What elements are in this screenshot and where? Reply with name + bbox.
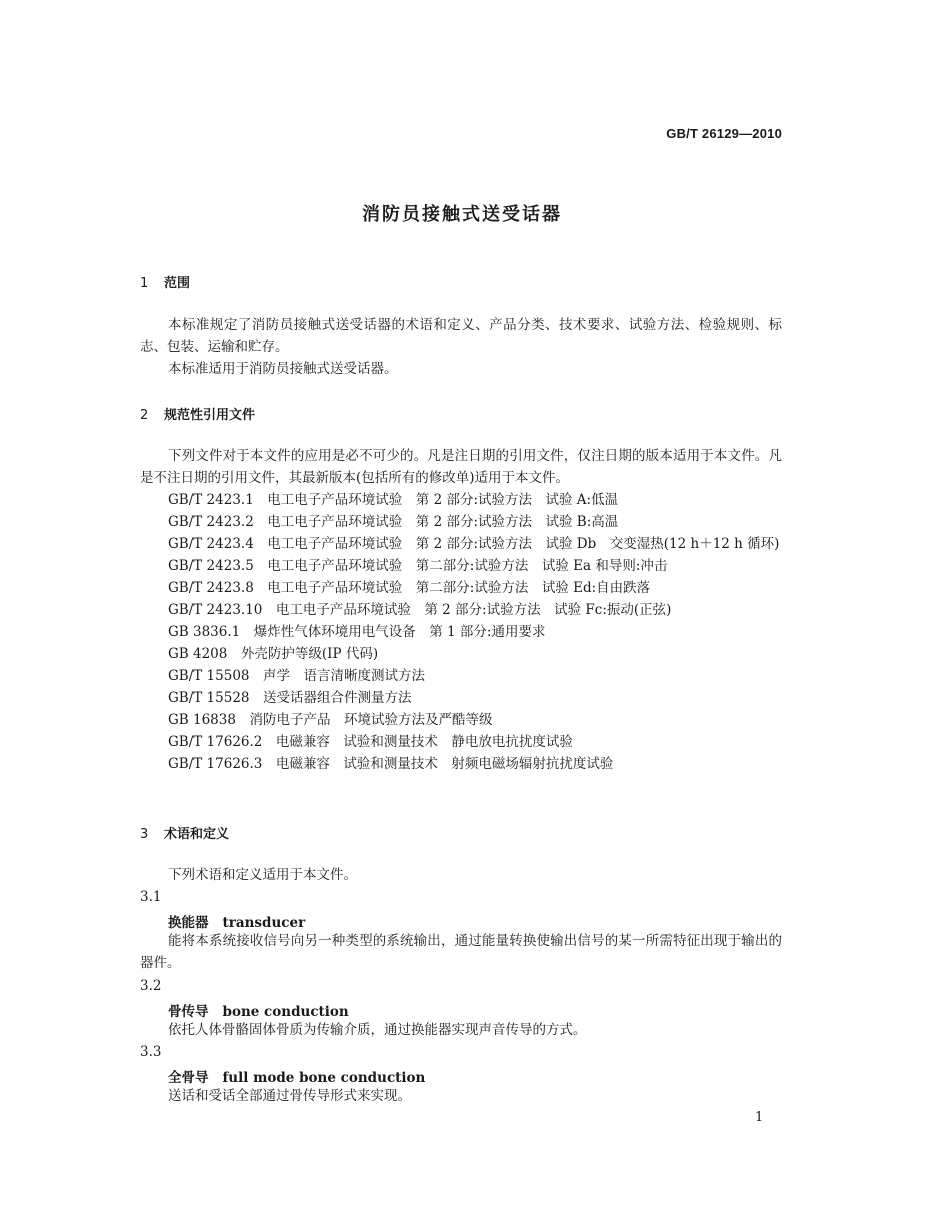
scope-paragraph-2: 本标准适用于消防员接触式送受话器。	[168, 361, 398, 377]
term-definition: 送话和受话全部通过骨传导形式来实现。	[168, 1088, 411, 1104]
term-heading	[168, 1066, 425, 1086]
section-number: 3	[140, 827, 149, 842]
term-english: bone conduction	[222, 1004, 349, 1020]
references-intro: 下列文件对于本文件的应用是必不可少的。凡是注日期的引用文件，仅注日期的版本适用于本文件。凡是不注日期的引用文件，其最新版本(包括所有的修改单)适用于本文件。	[140, 448, 782, 486]
term-chinese: 全骨导	[168, 1070, 209, 1086]
term-number: 3.3	[140, 1044, 162, 1060]
term-chinese: 换能器	[168, 915, 209, 931]
document-title: 消防员接触式送受话器	[362, 204, 562, 225]
term-english: full mode bone conduction	[222, 1070, 426, 1086]
section-heading-scope	[140, 272, 190, 291]
page-number: 1	[755, 1110, 764, 1125]
reference-item: GB/T 2423.4 电工电子产品环境试验 第 2 部分:试验方法 试验 Db 交变湿热(12 h＋12 h 循环)	[168, 536, 780, 552]
term-heading	[168, 911, 305, 931]
reference-item: GB/T 2423.1 电工电子产品环境试验 第 2 部分:试验方法 试验 A:低温	[168, 492, 619, 508]
term-definition: 能将本系统接收信号向另一种类型的系统输出，通过能量转换使输出信号的某一所需特征出现于输出的器件。	[140, 933, 782, 971]
reference-item: GB/T 2423.10 电工电子产品环境试验 第 2 部分:试验方法 试验 Fc:振动(正弦)	[168, 602, 672, 618]
reference-item: GB 16838 消防电子产品 环境试验方法及严酷等级	[168, 712, 493, 728]
term-definition: 依托人体骨骼固体骨质为传输介质，通过换能器实现声音传导的方式。	[168, 1022, 587, 1038]
terms-intro: 下列术语和定义适用于本文件。	[168, 867, 357, 883]
reference-item: GB 4208 外壳防护等级(IP 代码)	[168, 646, 379, 662]
section-heading-terms-definitions	[140, 823, 229, 842]
reference-item: GB 3836.1 爆炸性气体环境用电气设备 第 1 部分:通用要求	[168, 624, 546, 640]
reference-item: GB/T 2423.8 电工电子产品环境试验 第二部分:试验方法 试验 Ed:自由跌落	[168, 580, 651, 596]
term-english: transducer	[222, 915, 306, 931]
reference-item: GB/T 2423.2 电工电子产品环境试验 第 2 部分:试验方法 试验 B:高温	[168, 514, 619, 530]
section-number: 1	[140, 276, 149, 291]
reference-item: GB/T 2423.5 电工电子产品环境试验 第二部分:试验方法 试验 Ea 和导则:冲击	[168, 558, 668, 574]
term-chinese: 骨传导	[168, 1004, 209, 1020]
reference-item: GB/T 15528 送受话器组合件测量方法	[168, 690, 412, 706]
section-title: 范围	[164, 276, 191, 291]
section-title: 规范性引用文件	[164, 408, 256, 423]
scope-paragraph-1: 本标准规定了消防员接触式送受话器的术语和定义、产品分类、技术要求、试验方法、检验规则、标志、包装、运输和贮存。	[140, 317, 782, 355]
term-number: 3.2	[140, 978, 162, 994]
standard-number: GB/T 26129—2010	[666, 126, 782, 141]
reference-list	[140, 489, 782, 775]
term-number: 3.1	[140, 889, 162, 905]
section-heading-normative-references	[140, 404, 255, 423]
section-title: 术语和定义	[164, 827, 230, 842]
term-heading	[168, 1000, 349, 1020]
section-number: 2	[140, 408, 149, 423]
reference-item: GB/T 17626.3 电磁兼容 试验和测量技术 射频电磁场辐射抗扰度试验	[168, 756, 614, 772]
reference-item: GB/T 15508 声学 语言清晰度测试方法	[168, 668, 425, 684]
reference-item: GB/T 17626.2 电磁兼容 试验和测量技术 静电放电抗扰度试验	[168, 734, 573, 750]
